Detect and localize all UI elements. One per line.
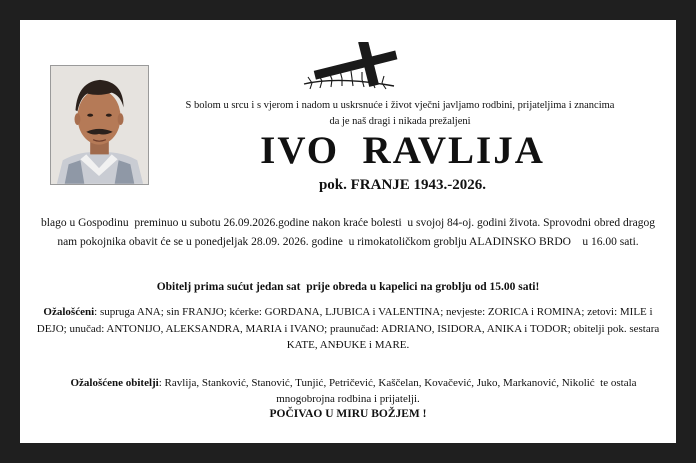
condolence-notice: Obitelj prima sućut jedan sat prije obreda u kapelici na groblju od 15.00 sati!	[156, 281, 540, 293]
intro-text: S bolom u srcu i s vjerom i nadom u uskrsnuće i život vječni javljamo rodbini, prijateljima i znancima da je naš dragi i nikada prežaljeni	[185, 100, 615, 127]
mourners-list: : supruga ANA; sin FRANJO; kćerke: GORDANA, LJUBICA i VALENTINA; nevjeste: ZORICA i ROMINA; zetovi: MILE i DEJO; unučad: ANTONIJO, ALEKSANDRA, MARIA i IVANO; praunučad: ADRIANO, ISIDORA, ANIKA i TODOR; obitelji pok. sestara KATE, ANĐUKE i MARE.	[36, 306, 660, 351]
cross-with-palm-branch-icon	[298, 42, 410, 92]
portrait-photo	[50, 65, 149, 185]
families-list: : Ravlija, Stanković, Stanović, Tunjić, Petričević, Kaščelan, Kovačević, Juko, Markanović, Nikolić te ostala mnogobrojna rodbina i prijatelji.	[158, 376, 640, 405]
obituary-text: blago u Gospodinu preminuo u subotu 26.09.2026.godine nakon kraće bolesti u svojoj 84-oj. godini života. Sprovodni obred dragog nam pokojnika obavit će se u ponedjeljak 28.09. 2026. godine u rimokatoličkom groblju ALADINSKO BRDO u 16.00 sati.	[41, 217, 658, 248]
obituary-card	[20, 20, 676, 443]
deceased-name: IVO RAVLIJA	[260, 129, 545, 172]
families-label: Ožalošćene obitelji	[70, 376, 159, 389]
mourners-paragraph	[30, 304, 666, 354]
closing-line: POČIVAO U MIRU BOŽJEM !	[269, 408, 427, 420]
portrait-image	[51, 66, 148, 184]
father-and-years: pok. FRANJE 1943.-2026.	[318, 177, 487, 193]
mourners-label: Ožalošćeni	[43, 306, 95, 318]
